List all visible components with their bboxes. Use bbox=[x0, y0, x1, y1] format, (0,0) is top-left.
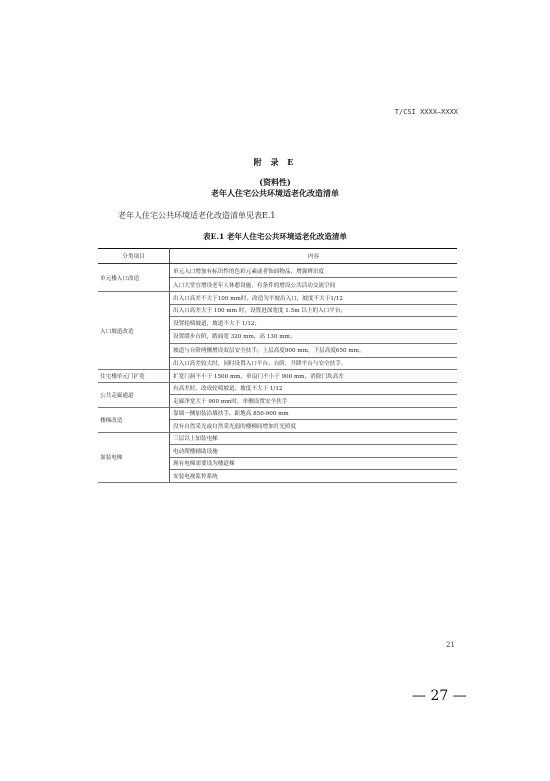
content-cell: 出入口高差大于 100 mm 时，设置进深宽度 1.5m 以上的入口平台； bbox=[170, 304, 458, 317]
category-cell: 住宅楼单元门扩宽 bbox=[98, 370, 170, 383]
content-cell: 设置缓步台阶，踏面宽 320 mm，高 130 mm； bbox=[170, 329, 458, 343]
table-row bbox=[98, 292, 457, 305]
table-row bbox=[98, 264, 457, 278]
content-cell: 有高差时，改成轮椅坡道，坡度不大于 1/12 bbox=[170, 382, 458, 395]
content-cell: 设置轮椅坡道，坡道不大于 1/12； bbox=[170, 317, 458, 330]
header-content: 内容 bbox=[170, 249, 458, 264]
content-cell: 坡道与台阶两侧增设双层安全扶手，上层高度900 mm，下层高度650 mm。 bbox=[170, 343, 458, 357]
category-cell: 楼梯改造 bbox=[98, 407, 170, 432]
content-cell: 现有电梯需要设为楼道梯 bbox=[170, 457, 458, 470]
content-cell: 出入口高差较大时，同时设置入口平台、台阶、升降平台与安全扶手。 bbox=[170, 357, 458, 370]
table-row bbox=[98, 407, 457, 420]
page-number-small: 21 bbox=[446, 641, 455, 649]
appendix-nature: (资料性) bbox=[259, 177, 291, 187]
content-cell: 入口大堂宜增设老年人休憩设施，有条件的增设公共活动交流空间 bbox=[170, 278, 458, 292]
page-number-large: — 27 — bbox=[412, 688, 467, 704]
renovation-checklist-table bbox=[98, 248, 457, 483]
content-cell: 没有自然采光或自然采光弱的楼梯间增加灯光照度 bbox=[170, 420, 458, 433]
appendix-label: 附 录 E bbox=[253, 157, 297, 167]
category-cell: 入口坡道改造 bbox=[98, 292, 170, 370]
content-cell: 靠墙一侧加装沿墙扶手，距地高 850-900 mm bbox=[170, 407, 458, 420]
category-cell: 单元楼入口改造 bbox=[98, 264, 170, 292]
standard-number: T/CSI XXXX—XXXX bbox=[394, 108, 458, 116]
content-cell: 三层以上加装电梯 bbox=[170, 432, 458, 445]
content-cell: 电动爬楼辅助设施 bbox=[170, 445, 458, 458]
category-cell: 公共走廊通道 bbox=[98, 382, 170, 407]
content-cell: 单元入口增加有标识性的色彩元素或者饰面物品，增强辨识度 bbox=[170, 264, 458, 278]
content-cell: 扩宽门洞不小于 1500 mm，单扇门不小于 900 mm，消除门坎高差 bbox=[170, 370, 458, 383]
table-row bbox=[98, 370, 457, 383]
appendix-title: 老年人住宅公共环境适老化改造清单 bbox=[211, 188, 339, 198]
table-row bbox=[98, 382, 457, 395]
table-title: 表E.1 老年人住宅公共环境适老化改造清单 bbox=[203, 232, 347, 241]
table-row bbox=[98, 432, 457, 445]
content-cell: 出入口高差不大于100 mm时，改造为平坡出入口，坡度不大于1/12 bbox=[170, 292, 458, 305]
table-header-row bbox=[98, 249, 457, 264]
appendix-intro: 老年人住宅公共环境适老化改造清单见表E.1 bbox=[118, 211, 276, 220]
category-cell: 加装电梯 bbox=[98, 432, 170, 482]
content-cell: 安装电视监控系统 bbox=[170, 470, 458, 483]
header-category: 分类项目 bbox=[98, 249, 170, 264]
content-cell: 走廊净宽大于 900 mm时，单侧设置安全扶手 bbox=[170, 395, 458, 408]
